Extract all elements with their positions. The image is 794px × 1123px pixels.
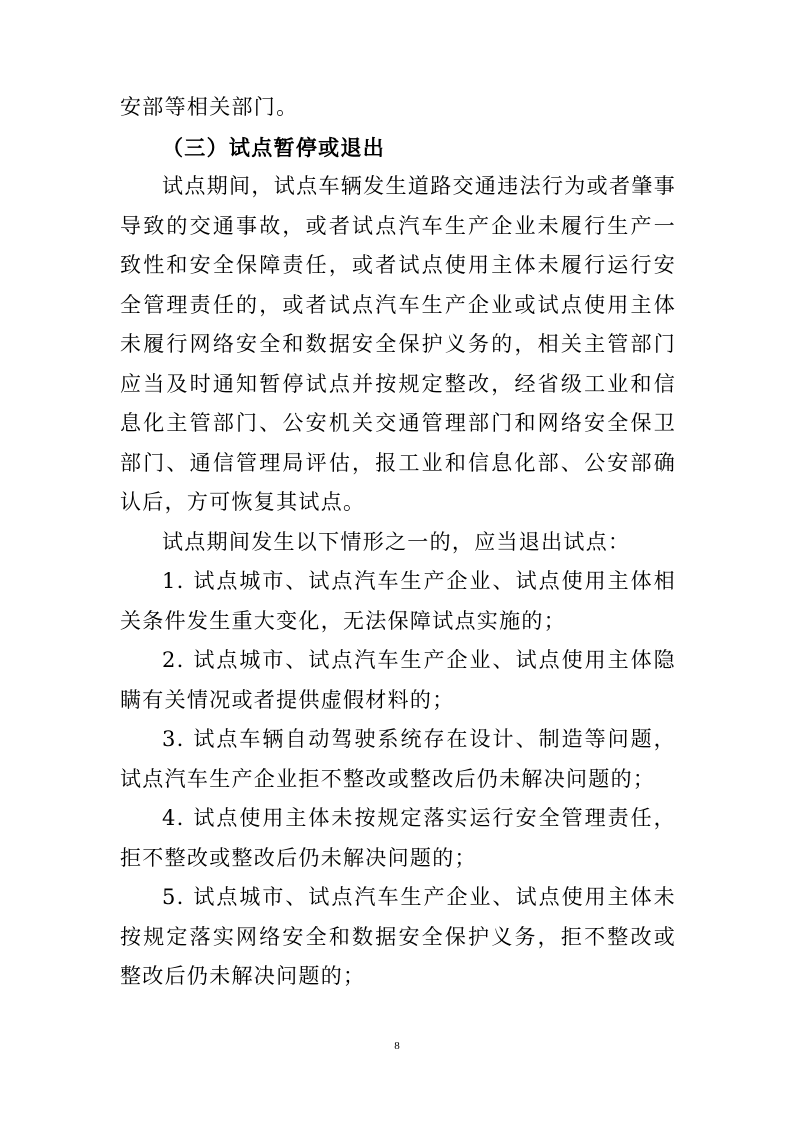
- list-item: 5. 试点城市、试点汽车生产企业、试点使用主体未按规定落实网络安全和数据安全保护义务，拒不整改或整改后仍未解决问题的；: [120, 885, 676, 988]
- document-body: [120, 88, 676, 997]
- page-number: 8: [394, 1040, 400, 1052]
- list-item: 1. 试点城市、试点汽车生产企业、试点使用主体相关条件发生重大变化，无法保障试点实施的；: [120, 569, 676, 633]
- list-item: 2. 试点城市、试点汽车生产企业、试点使用主体隐瞒有关情况或者提供虚假材料的；: [120, 648, 676, 712]
- list-item: 3. 试点车辆自动驾驶系统存在设计、制造等问题，试点汽车生产企业拒不整改或整改后仍未解决问题的；: [120, 727, 676, 791]
- section-heading: （三）试点暂停或退出: [162, 134, 385, 160]
- body-paragraph: 试点期间，试点车辆发生道路交通违法行为或者肇事导致的交通事故，或者试点汽车生产企业未履行生产一致性和安全保障责任，或者试点使用主体未履行运行安全管理责任的，或者试点汽车生产企业或试点使用主体未履行网络安全和数据安全保护义务的，相关主管部门应当及时通知暂停试点并按规定整改，经省级工业和信息化主管部门、公安机关交通管理部门和网络安全保卫部门、通信管理局评估，报工业和信息化部、公安部确认后，方可恢复其试点。: [120, 174, 676, 514]
- body-paragraph: 试点期间发生以下情形之一的，应当退出试点：: [162, 529, 631, 554]
- continuation-paragraph: 安部等相关部门。: [120, 95, 299, 119]
- list-item: 4. 试点使用主体未按规定落实运行安全管理责任，拒不整改或整改后仍未解决问题的；: [120, 806, 676, 870]
